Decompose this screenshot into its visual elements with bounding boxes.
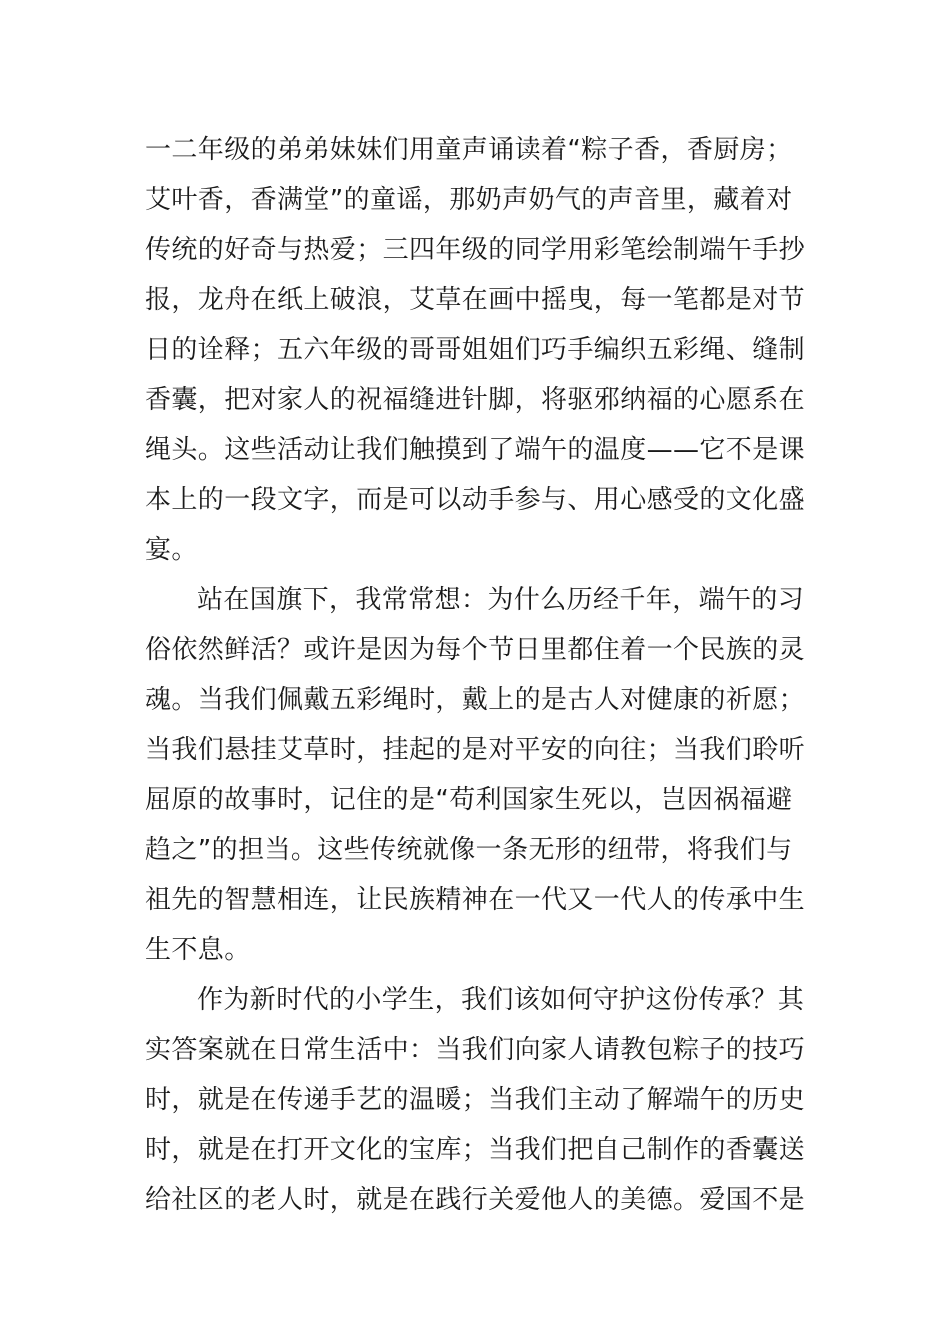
paragraph-start-line: 作为新时代的小学生，我们该如何守护这份传承？其	[197, 985, 805, 1015]
text-line: 传统的好奇与热爱；三四年级的同学用彩笔绘制端午手抄	[145, 235, 806, 265]
text-line: 当我们悬挂艾草时，挂起的是对平安的向往；当我们聆听	[145, 735, 806, 765]
body-text	[145, 125, 809, 1225]
text-line: 香囊，把对家人的祝福缝进针脚，将驱邪纳福的心愿系在	[145, 385, 806, 415]
text-line: 宴。	[145, 535, 198, 565]
text-line: 实答案就在日常生活中：当我们向家人请教包粽子的技巧	[145, 1035, 806, 1065]
text-line: 趋之”的担当。这些传统就像一条无形的纽带，将我们与	[145, 835, 793, 865]
text-line: 日的诠释；五六年级的哥哥姐姐们巧手编织五彩绳、缝制	[145, 335, 806, 365]
paragraph-start-line: 站在国旗下，我常常想：为什么历经千年，端午的习	[197, 585, 805, 615]
text-line: 给社区的老人时，就是在践行关爱他人的美德。爱国不是	[145, 1185, 806, 1215]
text-line: 祖先的智慧相连，让民族精神在一代又一代人的传承中生	[145, 885, 806, 915]
text-line: 一二年级的弟弟妹妹们用童声诵读着“粽子香，香厨房；	[145, 135, 793, 165]
text-line: 绳头。这些活动让我们触摸到了端午的温度——它不是课	[145, 435, 806, 465]
text-line: 俗依然鲜活？或许是因为每个节日里都住着一个民族的灵	[145, 635, 806, 665]
text-line: 报，龙舟在纸上破浪，艾草在画中摇曳，每一笔都是对节	[145, 285, 806, 315]
text-line: 生不息。	[145, 935, 251, 965]
text-line: 本上的一段文字，而是可以动手参与、用心感受的文化盛	[145, 485, 806, 515]
text-line: 时，就是在打开文化的宝库；当我们把自己制作的香囊送	[145, 1135, 806, 1165]
text-line: 魂。当我们佩戴五彩绳时，戴上的是古人对健康的祈愿；	[145, 685, 806, 715]
text-line: 屈原的故事时，记住的是“苟利国家生死以，岂因祸福避	[145, 785, 793, 815]
text-line: 艾叶香，香满堂”的童谣，那奶声奶气的声音里，藏着对	[145, 185, 793, 215]
text-line: 时，就是在传递手艺的温暖；当我们主动了解端午的历史	[145, 1085, 806, 1115]
